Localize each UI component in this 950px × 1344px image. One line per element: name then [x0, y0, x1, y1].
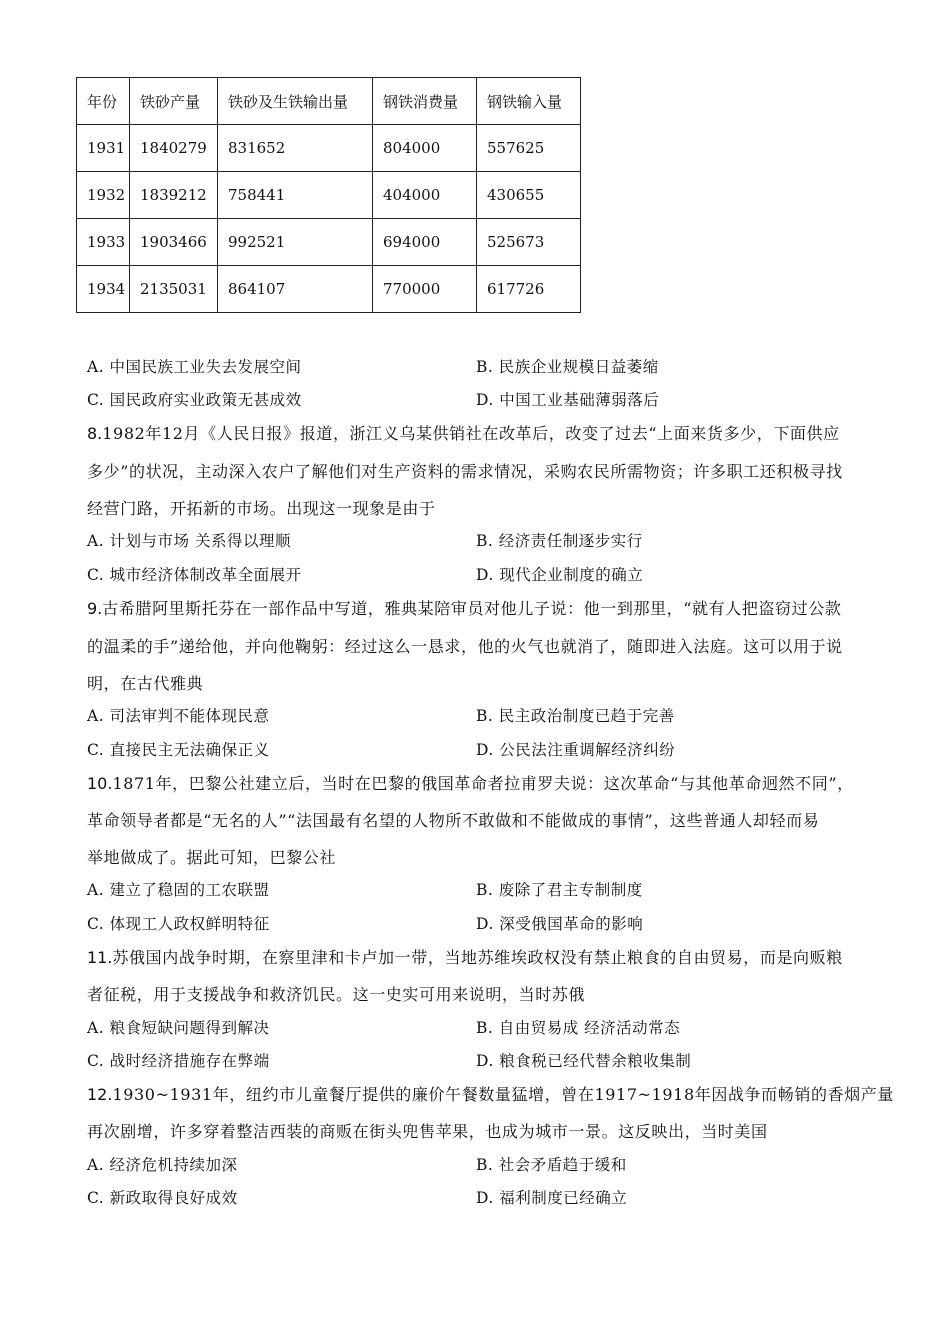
table-cell: 1903466: [130, 219, 218, 266]
table-cell: 1839212: [130, 172, 218, 219]
q11-option-d[interactable]: D. 粮食税已经代替余粮收集制: [476, 1052, 692, 1070]
q8-stem-line: [87, 421, 840, 444]
table-header-row: [77, 78, 581, 125]
table-cell: 1934: [77, 266, 130, 313]
q11-stem-text: 苏俄国内战争时期，在察里津和卡卢加一带，当地苏维埃政权没有禁止粮食的自由贸易，而是向贩粮: [112, 948, 843, 967]
steel-data-table: [76, 77, 581, 313]
table-header-cell: 钢铁输入量: [477, 78, 581, 125]
q10-stem-line: [87, 771, 854, 794]
q8-option-b[interactable]: B. 经济责任制逐步实行: [476, 532, 643, 550]
table-cell: 770000: [373, 266, 477, 313]
table-cell: 525673: [477, 219, 581, 266]
q9-option-d[interactable]: D. 公民法注重调解经济纠纷: [476, 741, 676, 759]
q12-stem-text: 1930~1931年，纽约市儿童餐厅提供的廉价午餐数量猛增，曾在1917~1918年因战争而畅销的香烟产量: [112, 1085, 894, 1104]
q9-option-c[interactable]: C. 直接民主无法确保正义: [87, 741, 270, 759]
q11-option-b[interactable]: B. 自由贸易成 经济活动常态: [476, 1019, 681, 1037]
q9-stem-line: 明，在古代雅典: [87, 674, 204, 693]
table-cell: 2135031: [130, 266, 218, 313]
q8-option-a[interactable]: A. 计划与市场 关系得以理顺: [87, 532, 291, 550]
table-row: [77, 266, 581, 313]
table-cell: 617726: [477, 266, 581, 313]
table-cell: 831652: [218, 125, 373, 172]
table-cell: 804000: [373, 125, 477, 172]
q8-stem-text: 1982年12月《人民日报》报道，浙江义乌某供销社在改革后，改变了过去“上面来货多少，下面供应: [102, 424, 840, 443]
q8-option-c[interactable]: C. 城市经济体制改革全面展开: [87, 566, 302, 584]
q12-option-a[interactable]: A. 经济危机持续加深: [87, 1156, 238, 1174]
q9-stem-text: 古希腊阿里斯托芬在一部作品中写道，雅典某陪审员对他儿子说：他一到那里，“就有人把盗窃过公款: [102, 599, 842, 618]
table-header-cell: 钢铁消费量: [373, 78, 477, 125]
table-cell: 1931: [77, 125, 130, 172]
table-cell: 992521: [218, 219, 373, 266]
q8-stem-line: 多少”的状况，主动深入农户了解他们对生产资料的需求情况，采购农民所需物资；许多职工还积极寻找: [87, 462, 843, 481]
table-row: [77, 219, 581, 266]
table-cell: 557625: [477, 125, 581, 172]
q10-option-c[interactable]: C. 体现工人政权鲜明特征: [87, 915, 270, 933]
question-number: 8.: [87, 424, 103, 443]
q10-option-d[interactable]: D. 深受俄国革命的影响: [476, 915, 644, 933]
q11-stem-line: [87, 945, 843, 968]
question-number: 11.: [87, 948, 113, 967]
q9-option-a[interactable]: A. 司法审判不能体现民意: [87, 707, 270, 725]
table-cell: 758441: [218, 172, 373, 219]
q7-option-a[interactable]: A. 中国民族工业失去发展空间: [87, 358, 302, 376]
q10-option-a[interactable]: A. 建立了稳固的工农联盟: [87, 881, 270, 899]
table-cell: 430655: [477, 172, 581, 219]
table-cell: 864107: [218, 266, 373, 313]
table-cell: 1933: [77, 219, 130, 266]
q9-stem-line: 的温柔的手”递给他，并向他鞠躬：经过这么一恳求，他的火气也就消了，随即进入法庭。这可以用于说: [87, 637, 843, 656]
q7-option-c[interactable]: C. 国民政府实业政策无甚成效: [87, 391, 302, 409]
table-cell: 1932: [77, 172, 130, 219]
table-cell: 694000: [373, 219, 477, 266]
table-row: [77, 125, 581, 172]
table-cell: 404000: [373, 172, 477, 219]
q10-stem-line: 革命领导者都是“无名的人”“法国最有名望的人物所不敢做和不能做成的事情”，这些普通人却轻而易: [87, 811, 820, 830]
q12-stem-line: [87, 1082, 894, 1105]
q10-stem-text: 1871年，巴黎公社建立后，当时在巴黎的俄国革命者拉甫罗夫说：这次革命“与其他革命迥然不同”，: [112, 774, 854, 793]
question-number: 9.: [87, 599, 103, 618]
q10-stem-line: 举地做成了。据此可知，巴黎公社: [87, 848, 337, 867]
q8-stem-line: 经营门路，开拓新的市场。出现这一现象是由于: [87, 499, 436, 518]
q12-option-d[interactable]: D. 福利制度已经确立: [476, 1189, 628, 1207]
table-row: [77, 172, 581, 219]
q7-option-d[interactable]: D. 中国工业基础薄弱落后: [476, 391, 660, 409]
table-header-cell: 铁砂及生铁输出量: [218, 78, 373, 125]
table-cell: 1840279: [130, 125, 218, 172]
q11-stem-line: 者征税，用于支援战争和救济饥民。这一史实可用来说明，当时苏俄: [87, 985, 586, 1004]
q7-option-b[interactable]: B. 民族企业规模日益萎缩: [476, 358, 659, 376]
q9-option-b[interactable]: B. 民主政治制度已趋于完善: [476, 707, 675, 725]
q9-stem-line: [87, 596, 841, 619]
q12-option-b[interactable]: B. 社会矛盾趋于缓和: [476, 1156, 627, 1174]
q8-option-d[interactable]: D. 现代企业制度的确立: [476, 566, 644, 584]
question-number: 12.: [87, 1085, 113, 1104]
question-number: 10.: [87, 774, 113, 793]
q12-stem-line: 再次剧增，许多穿着整洁西装的商贩在街头兜售苹果，也成为城市一景。这反映出，当时美国: [87, 1122, 768, 1141]
q12-option-c[interactable]: C. 新政取得良好成效: [87, 1189, 238, 1207]
q10-option-b[interactable]: B. 废除了君主专制制度: [476, 881, 643, 899]
table-header-cell: 铁砂产量: [130, 78, 218, 125]
table-header-cell: 年份: [77, 78, 130, 125]
q11-option-a[interactable]: A. 粮食短缺问题得到解决: [87, 1019, 270, 1037]
q11-option-c[interactable]: C. 战时经济措施存在弊端: [87, 1052, 270, 1070]
